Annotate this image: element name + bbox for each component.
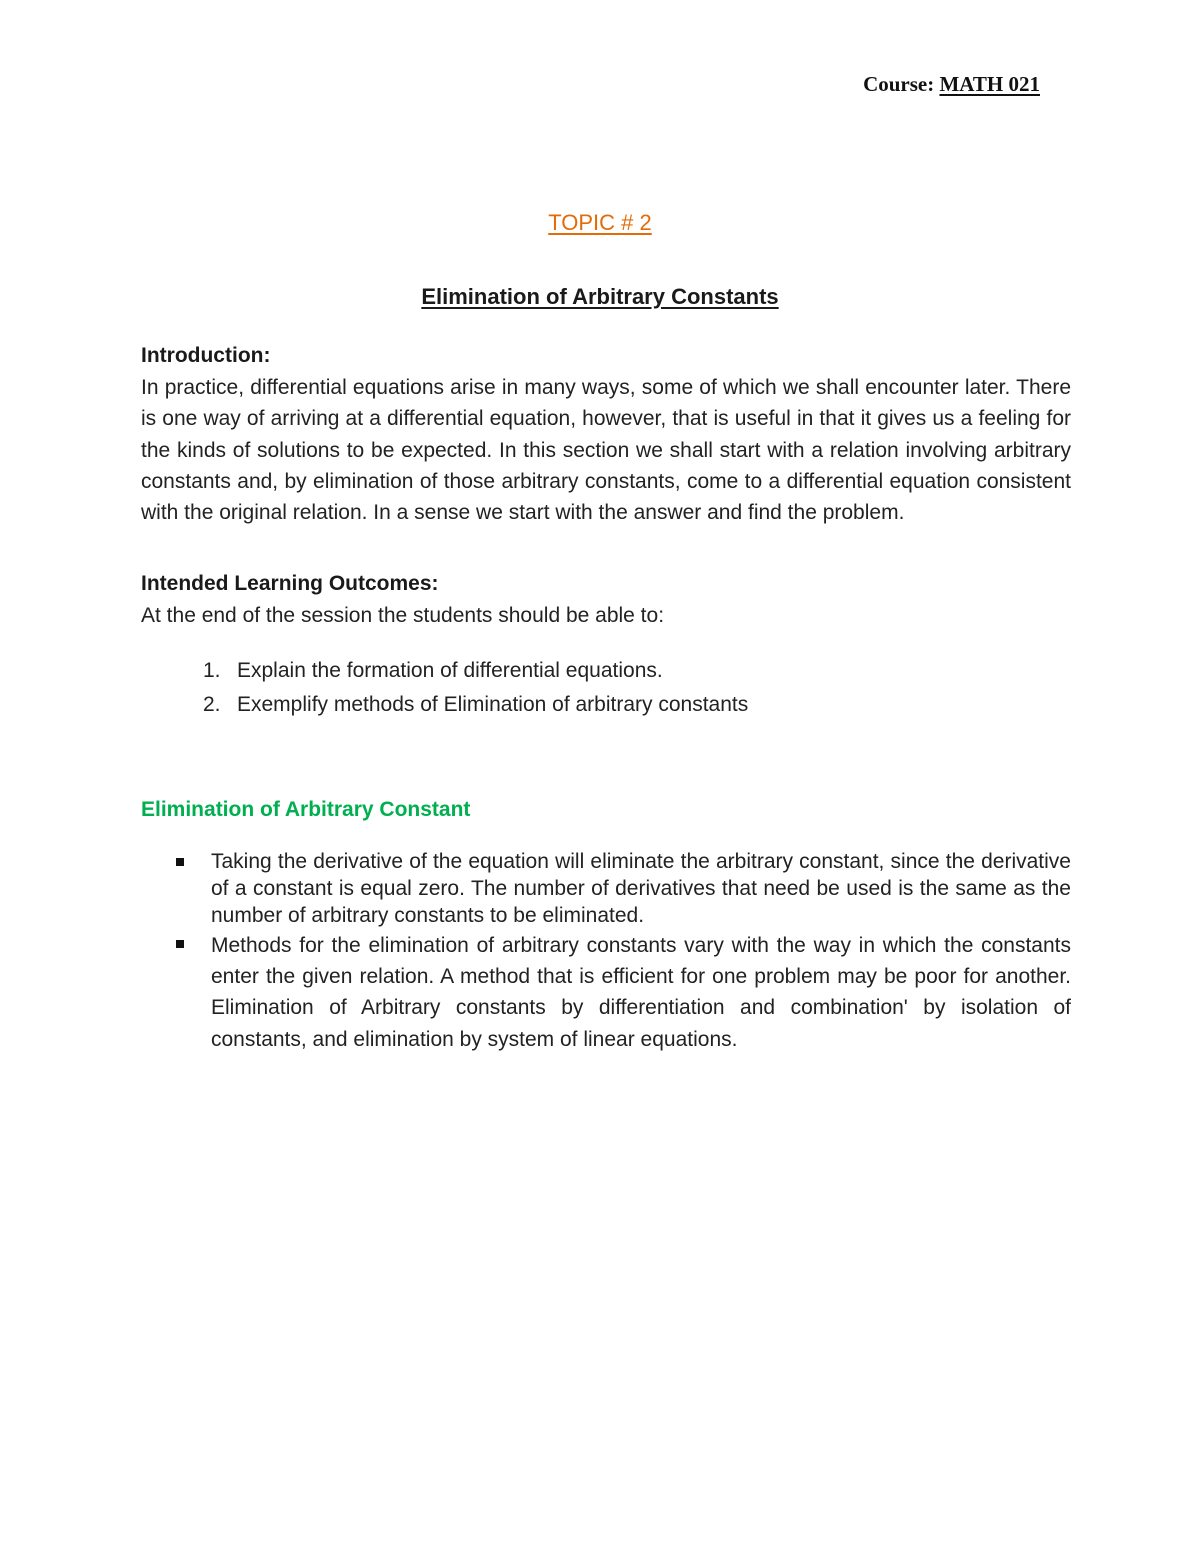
introduction-heading: Introduction: xyxy=(141,344,271,367)
outcomes-lead: At the end of the session the students should be able to: xyxy=(141,604,665,628)
list-item-number: 1. xyxy=(203,658,221,682)
list-item xyxy=(203,688,1071,722)
course-header xyxy=(863,72,1040,97)
outcomes-list xyxy=(141,654,1071,722)
introduction-paragraph: In practice, differential equations arise in many ways, some of which we shall encounter later. There is one way of arriving at a differential equation, however, that is useful in that it gives us a feeling for the kinds of solutions to be expected. In this section we shall start with a relation involving arbitrary constants and, by elimination of those arbitrary constants, come to a differential equation consistent with the original relation. In a sense we start with the answer and find the problem. xyxy=(141,376,1071,525)
square-bullet-icon xyxy=(176,858,184,866)
bullet-text: Methods for the elimination of arbitrary constants vary with the way in which the constants enter the given relation. A method that is efficient for one problem may be poor for another. Elimination of Arbitrary constants by differentiation and combination' by isolation of constants, and elimination by system of linear equations. xyxy=(211,933,1071,1051)
list-item xyxy=(211,930,1071,1055)
course-label: Course: xyxy=(863,72,935,96)
elimination-bullets xyxy=(141,848,1071,1055)
list-item-number: 2. xyxy=(203,692,221,716)
list-item xyxy=(211,848,1071,929)
list-item xyxy=(203,654,1071,688)
outcomes-heading: Intended Learning Outcomes: xyxy=(141,572,439,596)
bullet-text: Taking the derivative of the equation will eliminate the arbitrary constant, since the derivative of a constant is equal zero. The number of derivatives that need be used is the same as the number of arbitrary constants to be eliminated. xyxy=(211,849,1071,927)
page-title: Elimination of Arbitrary Constants xyxy=(421,284,779,309)
list-item-text: Explain the formation of differential equations. xyxy=(237,658,663,682)
course-code: MATH 021 xyxy=(939,72,1040,96)
document-body xyxy=(141,340,1071,1055)
square-bullet-icon xyxy=(176,940,184,948)
elimination-heading: Elimination of Arbitrary Constant xyxy=(141,797,471,821)
topic-label: TOPIC # 2 xyxy=(548,210,652,235)
list-item-text: Exemplify methods of Elimination of arbitrary constants xyxy=(237,692,749,716)
